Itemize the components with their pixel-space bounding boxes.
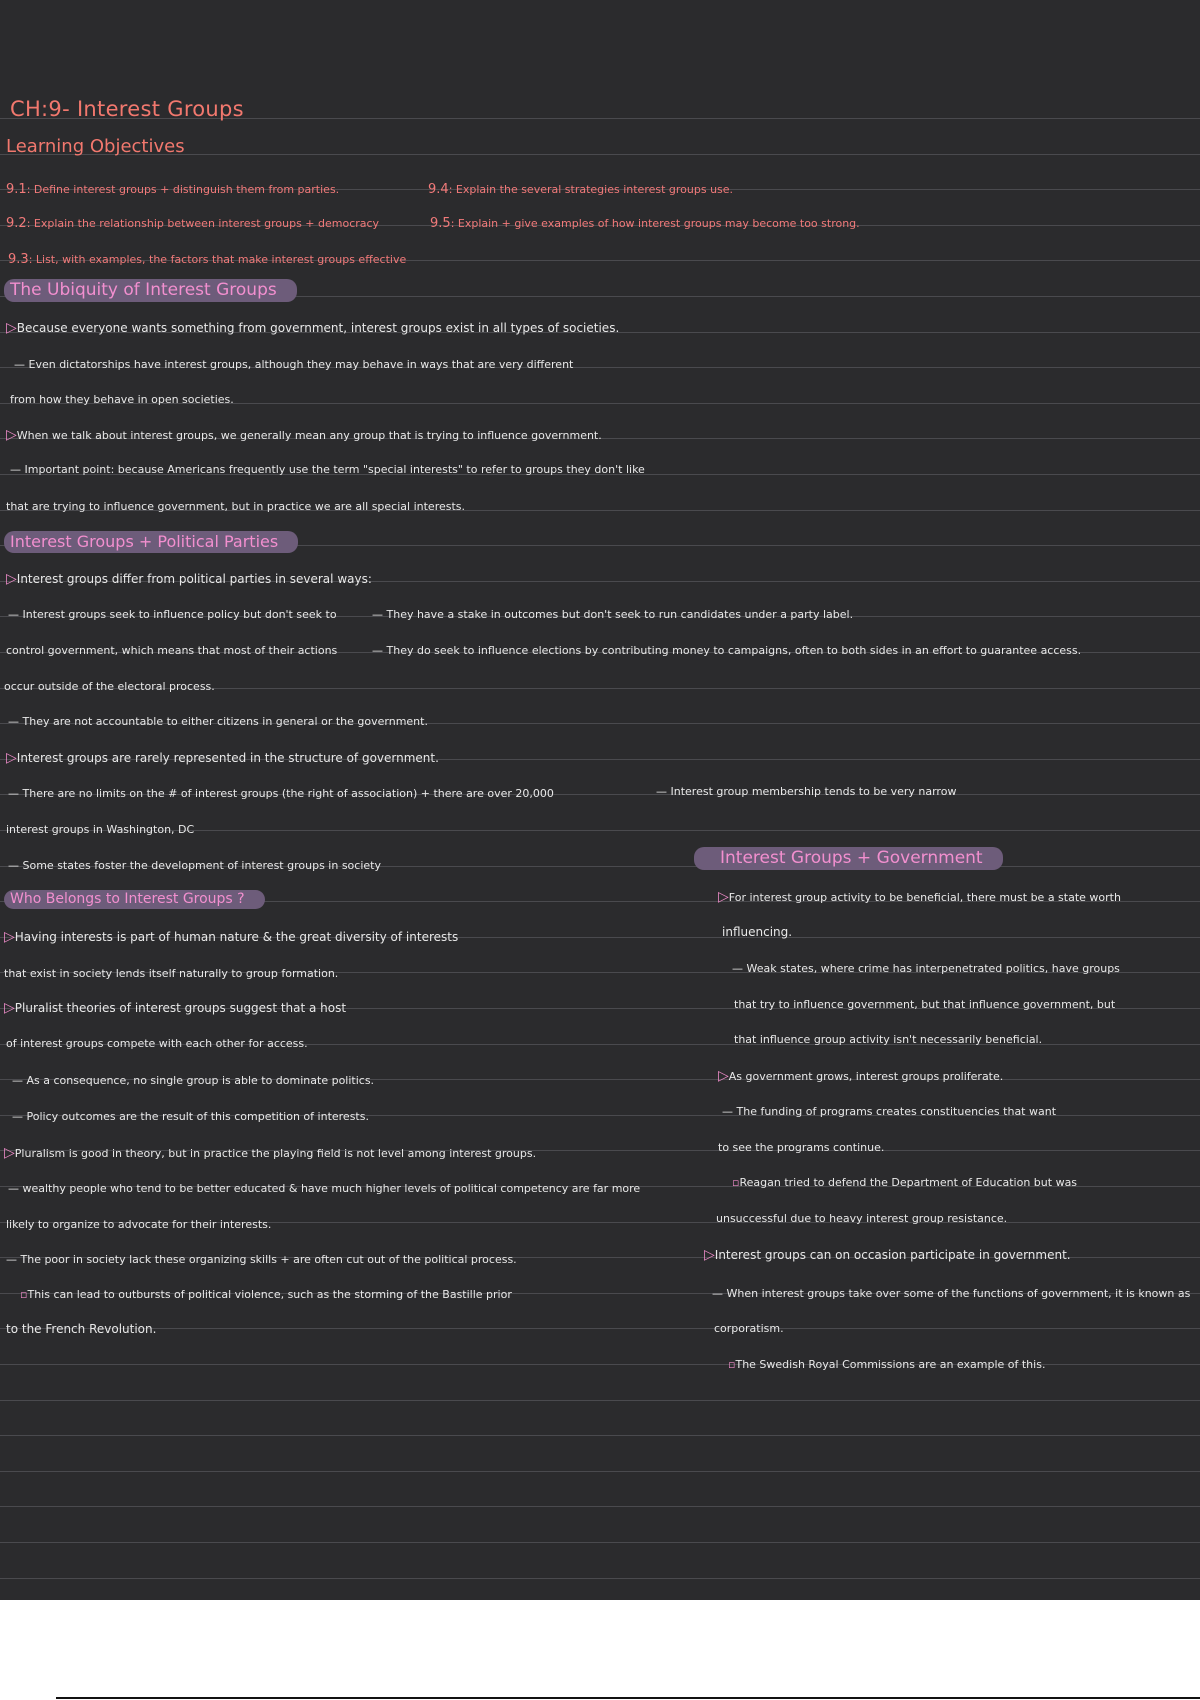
arrow-icon: ▷ (4, 1145, 15, 1161)
objective-9-2 (6, 212, 379, 231)
arrow-icon: ▷ (718, 889, 729, 905)
arrow-icon: ▷ (4, 929, 15, 945)
note-text: As government grows, interest groups proliferate. (728, 1070, 1004, 1083)
page-title: CH:9- Interest Groups (10, 97, 244, 121)
list-item (4, 929, 458, 945)
square-bullet-icon: ▫ (732, 1176, 740, 1189)
note-text: When we talk about interest groups, we generally mean any group that is trying to influence government. (16, 429, 602, 442)
list-item (718, 889, 1121, 905)
list-item: — Even dictatorships have interest groups, although they may behave in ways that are very different (14, 358, 574, 371)
list-item: interest groups in Washington, DC (6, 823, 195, 836)
arrow-icon: ▷ (6, 427, 17, 443)
section-heading-ubiquity: The Ubiquity of Interest Groups (4, 279, 297, 302)
list-item: that influence group activity isn't necessarily beneficial. (734, 1033, 1043, 1046)
list-item: from how they behave in open societies. (10, 393, 234, 406)
note-text: Interest groups are rarely represented in the structure of government. (16, 751, 439, 765)
objective-text: : Explain the relationship between interest groups + democracy (26, 217, 380, 230)
list-item (20, 1288, 512, 1301)
note-text: Pluralist theories of interest groups suggest that a host (14, 1001, 347, 1015)
list-item (4, 1145, 536, 1161)
list-item (6, 571, 372, 587)
list-item (704, 1247, 1071, 1263)
ruled-line (0, 1471, 1200, 1472)
list-item (6, 427, 602, 443)
ruled-line (0, 1578, 1200, 1579)
list-item (718, 1068, 1003, 1084)
list-item: to the French Revolution. (6, 1322, 157, 1336)
note-text: Pluralism is good in theory, but in practice the playing field is not level among interest groups. (14, 1147, 537, 1160)
list-item (728, 1358, 1045, 1371)
objective-text: : Define interest groups + distinguish them from parties. (26, 183, 340, 196)
ruled-line (0, 1400, 1200, 1401)
list-item: — As a consequence, no single group is able to dominate politics. (12, 1074, 375, 1087)
list-item: — Weak states, where crime has interpenetrated politics, have groups (732, 962, 1120, 975)
page-divider (56, 1697, 1200, 1699)
list-item: — The funding of programs creates constituencies that want (722, 1105, 1057, 1118)
list-item: — They are not accountable to either citizens in general or the government. (8, 715, 428, 728)
objectives-heading: Learning Objectives (6, 136, 185, 157)
list-item (732, 1176, 1077, 1189)
objective-number: 9.4 (428, 182, 449, 197)
objective-text: : Explain the several strategies interest groups use. (448, 183, 734, 196)
list-item: that are trying to influence government, but in practice we are all special interests. (6, 500, 466, 513)
list-item: likely to organize to advocate for their interests. (6, 1218, 272, 1231)
list-item: occur outside of the electoral process. (4, 680, 215, 693)
list-item: — They do seek to influence elections by contributing money to campaigns, often to both sides in an effort to guarantee access. (372, 644, 1082, 657)
list-item (6, 750, 439, 766)
list-item: — There are no limits on the # of interest groups (the right of association) + there are over 20,000 (8, 787, 554, 800)
list-item: — Policy outcomes are the result of this competition of interests. (12, 1110, 369, 1123)
objective-number: 9.5 (430, 216, 451, 231)
note-text: For interest group activity to be beneficial, there must be a state worth (728, 891, 1121, 904)
list-item: control government, which means that most of their actions (6, 644, 338, 657)
note-text: Having interests is part of human nature & the great diversity of interests (14, 930, 459, 944)
note-text: Interest groups differ from political parties in several ways: (16, 572, 372, 586)
arrow-icon: ▷ (4, 1000, 15, 1016)
arrow-icon: ▷ (704, 1247, 715, 1263)
note-text: Reagan tried to defend the Department of Education but was (739, 1176, 1078, 1189)
list-item: corporatism. (714, 1322, 784, 1335)
ruled-line (0, 1542, 1200, 1543)
list-item (4, 1000, 346, 1016)
arrow-icon: ▷ (6, 320, 17, 336)
ruled-line (0, 1328, 1200, 1329)
list-item: — Interest group membership tends to be very narrow (656, 785, 957, 798)
objective-text: : List, with examples, the factors that make interest groups effective (28, 253, 407, 266)
objective-9-5 (430, 212, 860, 231)
ruled-line (0, 1506, 1200, 1507)
list-item: — Important point: because Americans frequently use the term "special interests" to refer to groups they don't like (10, 463, 645, 476)
objective-number: 9.2 (6, 216, 27, 231)
list-item: — They have a stake in outcomes but don't seek to run candidates under a party label. (372, 608, 854, 621)
note-text: Because everyone wants something from government, interest groups exist in all types of societies. (16, 321, 620, 335)
list-item: — The poor in society lack these organizing skills + are often cut out of the political process. (6, 1253, 517, 1266)
list-item: to see the programs continue. (718, 1141, 885, 1154)
section-heading-belongs: Who Belongs to Interest Groups ? (4, 890, 265, 909)
square-bullet-icon: ▫ (20, 1288, 28, 1301)
note-text: The Swedish Royal Commissions are an example of this. (735, 1358, 1046, 1371)
arrow-icon: ▷ (6, 750, 17, 766)
objective-9-1 (6, 178, 339, 197)
list-item: — When interest groups take over some of the functions of government, it is known as (712, 1287, 1191, 1300)
note-text: This can lead to outbursts of political violence, such as the storming of the Bastille prior (27, 1288, 512, 1301)
section-heading-government: Interest Groups + Government (694, 847, 1003, 870)
section-heading-parties: Interest Groups + Political Parties (4, 531, 298, 553)
arrow-icon: ▷ (718, 1068, 729, 1084)
objective-9-3 (8, 248, 406, 267)
objective-9-4 (428, 178, 733, 197)
square-bullet-icon: ▫ (728, 1358, 736, 1371)
ruled-line (0, 1435, 1200, 1436)
note-text: Interest groups can on occasion participate in government. (714, 1248, 1071, 1262)
list-item: — wealthy people who tend to be better educated & have much higher levels of political competency are far more (8, 1182, 641, 1195)
list-item: — Some states foster the development of interest groups in society (8, 859, 381, 872)
objective-number: 9.1 (6, 182, 27, 197)
list-item: that exist in society lends itself naturally to group formation. (4, 967, 339, 980)
list-item: — Interest groups seek to influence policy but don't seek to (8, 608, 337, 621)
objective-text: : Explain + give examples of how interest groups may become too strong. (450, 217, 860, 230)
objective-number: 9.3 (8, 252, 29, 267)
list-item: influencing. (722, 925, 793, 939)
list-item: that try to influence government, but that influence government, but (734, 998, 1116, 1011)
list-item: unsuccessful due to heavy interest group resistance. (716, 1212, 1008, 1225)
list-item: of interest groups compete with each other for access. (6, 1037, 308, 1050)
list-item (6, 320, 619, 336)
arrow-icon: ▷ (6, 571, 17, 587)
